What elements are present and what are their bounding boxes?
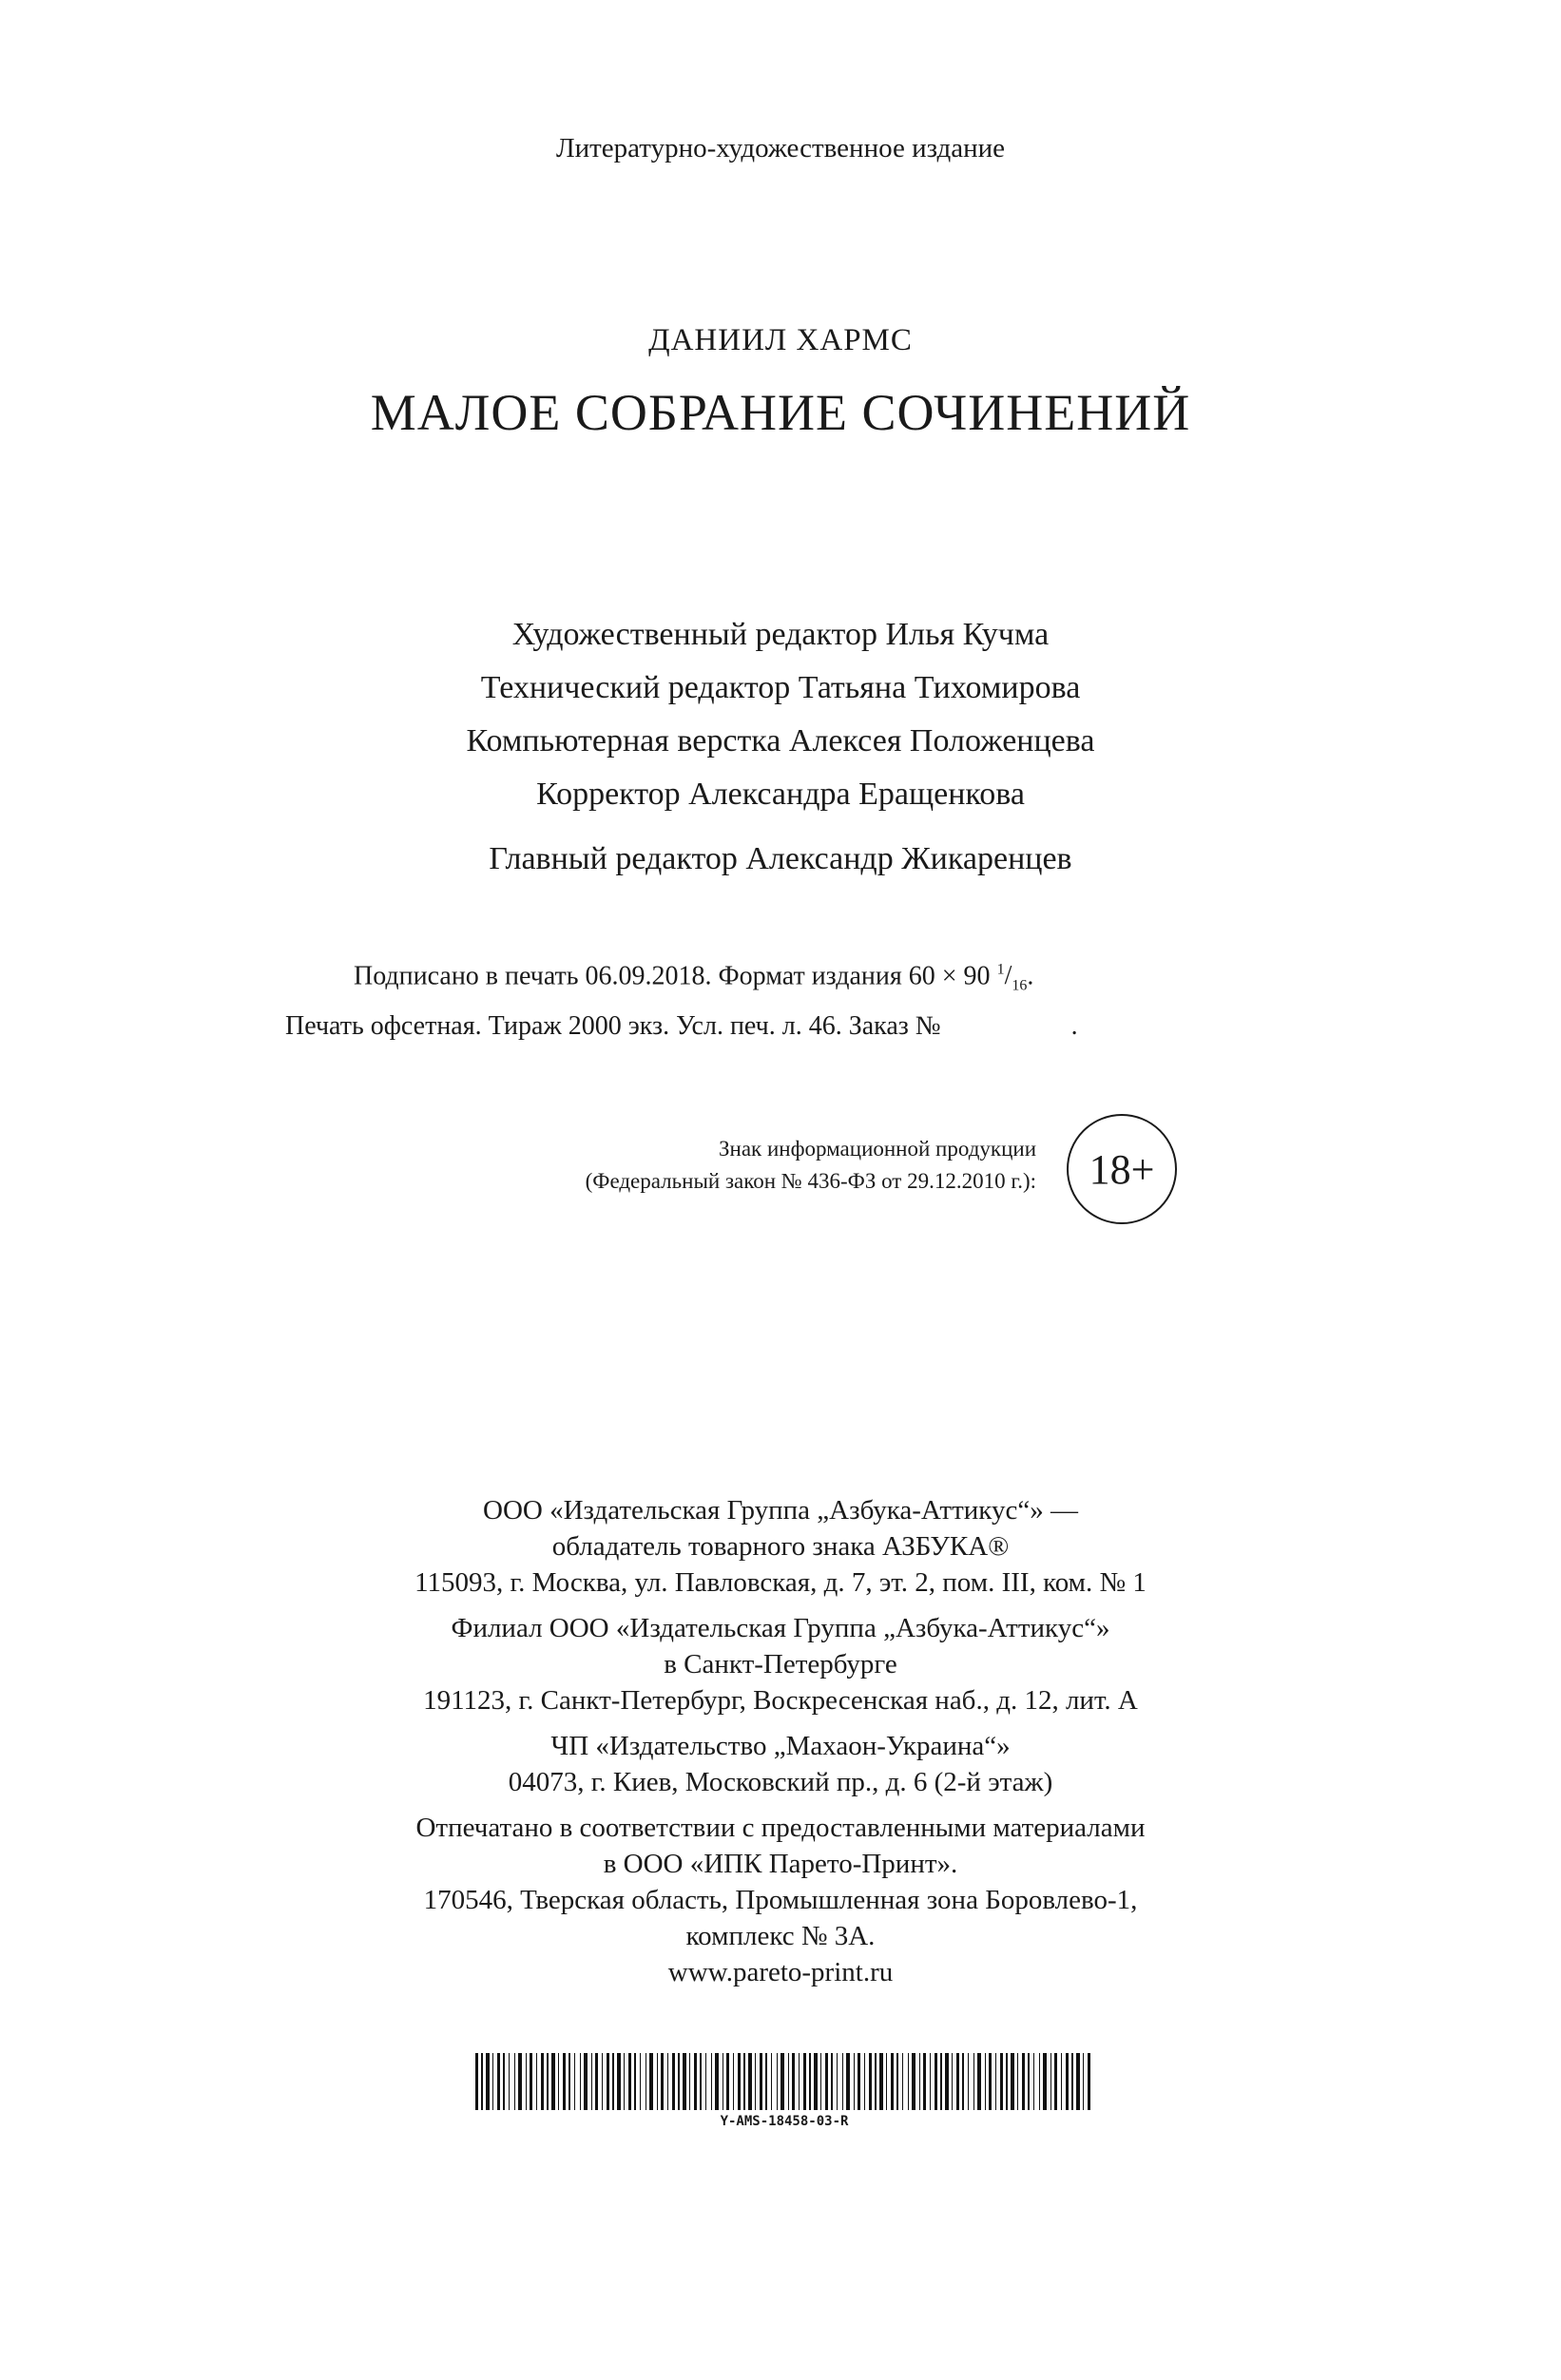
barcode-bar: [788, 2053, 789, 2110]
proofreader-line: Корректор Александра Еращенкова: [536, 777, 1025, 812]
barcode-bar: [831, 2053, 833, 2110]
barcode-bar: [526, 2053, 527, 2110]
barcode-bar: [612, 2053, 614, 2110]
barcode-label: Y-AMS-18458-03-R: [720, 2114, 849, 2129]
barcode-bar: [1050, 2053, 1051, 2110]
barcode-bar: [820, 2053, 821, 2110]
barcode-bar: [1088, 2053, 1090, 2110]
barcode-bar: [989, 2053, 992, 2110]
barcode-bar: [711, 2053, 712, 2110]
barcode-bar: [518, 2053, 522, 2110]
barcode-bar: [602, 2053, 603, 2110]
barcode-bar: [792, 2053, 795, 2110]
barcode-bar: [743, 2053, 745, 2110]
publisher-line: www.pareto-print.ru: [667, 1957, 894, 1987]
barcode-bar: [973, 2053, 974, 2110]
barcode-bar: [617, 2053, 621, 2110]
publisher-line: обладатель товарного знака АЗБУКА®: [551, 1531, 1010, 1562]
barcode-bar: [591, 2053, 592, 2110]
barcode-bar: [1028, 2053, 1030, 2110]
publisher-line: 115093, г. Москва, ул. Павловская, д. 7, эт. 2, пом. III, ком. № 1: [414, 1567, 1147, 1598]
barcode-bar: [985, 2053, 986, 2110]
barcode-bar: [607, 2053, 609, 2110]
print-info-line-1: Подписано в печать 06.09.2018. Формат издания 60 × 90 $^1/_{16}$.: [354, 961, 1034, 994]
chief-editor-line: Главный редактор Александр Жикаренцев: [489, 841, 1072, 876]
barcode-bar: [935, 2053, 937, 2110]
barcode-bar: [837, 2053, 838, 2110]
art-editor-line: Художественный редактор Илья Кучма: [511, 617, 1050, 652]
barcode-bar: [1033, 2053, 1034, 2110]
publisher-line: в ООО «ИПК Парето-Принт».: [603, 1849, 958, 1879]
barcode-bar: [1076, 2053, 1080, 2110]
barcode-bar: [864, 2053, 865, 2110]
barcode-bar: [475, 2053, 478, 2110]
barcode-bar: [733, 2053, 734, 2110]
barcode-bar: [1006, 2053, 1008, 2110]
barcode-bar: [780, 2053, 784, 2110]
format-fraction: $^1/_{16}$: [996, 961, 1028, 994]
barcode-bar: [748, 2053, 752, 2110]
barcode-bar: [1061, 2053, 1062, 2110]
publisher-line: ЧП «Издательство „Махаон-Украина“»: [550, 1731, 1011, 1761]
barcode-bar: [726, 2053, 729, 2110]
barcode-bar: [912, 2053, 915, 2110]
barcode-bar: [481, 2053, 483, 2110]
barcode-bar: [771, 2053, 772, 2110]
barcode-bar: [854, 2053, 855, 2110]
barcode-bar: [962, 2053, 964, 2110]
barcode-bar: [536, 2053, 537, 2110]
barcode-bar: [799, 2053, 800, 2110]
barcode-bar: [1017, 2053, 1018, 2110]
barcode-bar: [760, 2053, 762, 2110]
publisher-line: Отпечатано в соответствии с предоставленными материалами: [415, 1813, 1146, 1843]
barcode: [475, 2053, 1093, 2110]
barcode-bar: [492, 2053, 493, 2110]
barcode-bar: [509, 2053, 510, 2110]
barcode-bar: [952, 2053, 953, 2110]
barcode-bar: [1066, 2053, 1069, 2110]
barcode-bar: [715, 2053, 719, 2110]
publisher-line: Филиал ООО «Издательская Группа „Азбука-Аттикус“»: [451, 1613, 1110, 1643]
barcode-bar: [667, 2053, 668, 2110]
barcode-bar: [1011, 2053, 1014, 2110]
barcode-bar: [683, 2053, 686, 2110]
barcode-bar: [891, 2053, 894, 2110]
barcode-bar: [1000, 2053, 1003, 2110]
barcode-bar: [541, 2053, 544, 2110]
barcode-bar: [624, 2053, 625, 2110]
age-mark-line-1: Знак информационной продукции: [719, 1137, 1036, 1161]
barcode-bar: [908, 2053, 909, 2110]
barcode-bar: [569, 2053, 570, 2110]
barcode-bar: [563, 2053, 566, 2110]
barcode-bar: [595, 2053, 598, 2110]
barcode-bar: [765, 2053, 767, 2110]
barcode-bar: [842, 2053, 843, 2110]
author-name: ДАНИИЛ ХАРМС: [648, 323, 913, 357]
barcode-bar: [896, 2053, 898, 2110]
book-title: МАЛОЕ СОБРАНИЕ СОЧИНЕНИЙ: [370, 384, 1191, 441]
barcode-bar: [705, 2053, 706, 2110]
barcode-bar: [809, 2053, 811, 2110]
publisher-line: ООО «Издательская Группа „Азбука-Аттикус“» —: [483, 1495, 1078, 1526]
barcode-bar: [530, 2053, 532, 2110]
barcode-bar: [661, 2053, 664, 2110]
barcode-bar: [584, 2053, 588, 2110]
barcode-bar: [694, 2053, 697, 2110]
age-rating-badge: 18+: [1067, 1114, 1177, 1224]
barcode-bar: [1054, 2053, 1057, 2110]
barcode-bar: [497, 2053, 500, 2110]
barcode-bar: [689, 2053, 690, 2110]
print-info: [285, 950, 1312, 1046]
barcode-bar: [825, 2053, 828, 2110]
barcode-bar: [649, 2053, 653, 2110]
barcode-bar: [968, 2053, 969, 2110]
barcode-bar: [738, 2053, 741, 2110]
barcode-bar: [940, 2053, 942, 2110]
barcode-bar: [580, 2053, 581, 2110]
barcode-bar: [640, 2053, 641, 2110]
print-info-line-2: Печать офсетная. Тираж 2000 экз. Усл. печ. л. 46. Заказ № .: [285, 1010, 1078, 1041]
barcode-bar: [755, 2053, 756, 2110]
barcode-bar: [486, 2053, 490, 2110]
barcode-bar: [672, 2053, 675, 2110]
barcode-bar: [1083, 2053, 1084, 2110]
tech-editor-line: Технический редактор Татьяна Тихомирова: [480, 670, 1081, 705]
barcode-bar: [814, 2053, 818, 2110]
barcode-bar: [678, 2053, 680, 2110]
barcode-bar: [700, 2053, 702, 2110]
layout-line: Компьютерная верстка Алексея Положенцева: [466, 723, 1095, 758]
barcode-bar: [628, 2053, 631, 2110]
publisher-line: 170546, Тверская область, Промышленная зона Боровлево-1,: [423, 1885, 1138, 1915]
barcode-bar: [879, 2053, 883, 2110]
barcode-bar: [869, 2053, 872, 2110]
barcode-bar: [777, 2053, 778, 2110]
barcode-bar: [1043, 2053, 1047, 2110]
publisher-line: комплекс № 3А.: [685, 1921, 876, 1951]
publisher-line: 191123, г. Санкт-Петербург, Воскресенская наб., д. 12, лит. А: [423, 1685, 1138, 1716]
barcode-bar: [875, 2053, 877, 2110]
barcode-bar: [945, 2053, 949, 2110]
barcode-bar: [547, 2053, 549, 2110]
barcode-bar: [634, 2053, 636, 2110]
barcode-bar: [902, 2053, 903, 2110]
barcode-bar: [886, 2053, 887, 2110]
barcode-bar: [1039, 2053, 1040, 2110]
barcode-bar: [551, 2053, 555, 2110]
barcode-bar: [846, 2053, 850, 2110]
barcode-bar: [930, 2053, 931, 2110]
barcode-bar: [558, 2053, 559, 2110]
barcode-bar: [995, 2053, 996, 2110]
barcode-bar: [923, 2053, 926, 2110]
publisher-block: [0, 1492, 1561, 1990]
barcode-bar: [1022, 2053, 1025, 2110]
barcode-bar: [858, 2053, 860, 2110]
publisher-line: в Санкт-Петербурге: [664, 1649, 897, 1679]
barcode-bar: [956, 2053, 959, 2110]
age-mark-line-2: (Федеральный закон № 436-ФЗ от 29.12.2010 г.):: [585, 1169, 1036, 1193]
credits-block: [0, 608, 1561, 886]
edition-type: Литературно-художественное издание: [555, 133, 1006, 163]
barcode-bar: [574, 2053, 575, 2110]
age-mark-text: [380, 1133, 1036, 1198]
barcode-bar: [514, 2053, 515, 2110]
barcode-bar: [803, 2053, 806, 2110]
barcode-bar: [977, 2053, 981, 2110]
publisher-line: 04073, г. Киев, Московский пр., д. 6 (2-й этаж): [508, 1767, 1053, 1797]
barcode-bar: [657, 2053, 658, 2110]
barcode-bar: [919, 2053, 920, 2110]
barcode-bar: [1071, 2053, 1073, 2110]
barcode-bar: [503, 2053, 505, 2110]
